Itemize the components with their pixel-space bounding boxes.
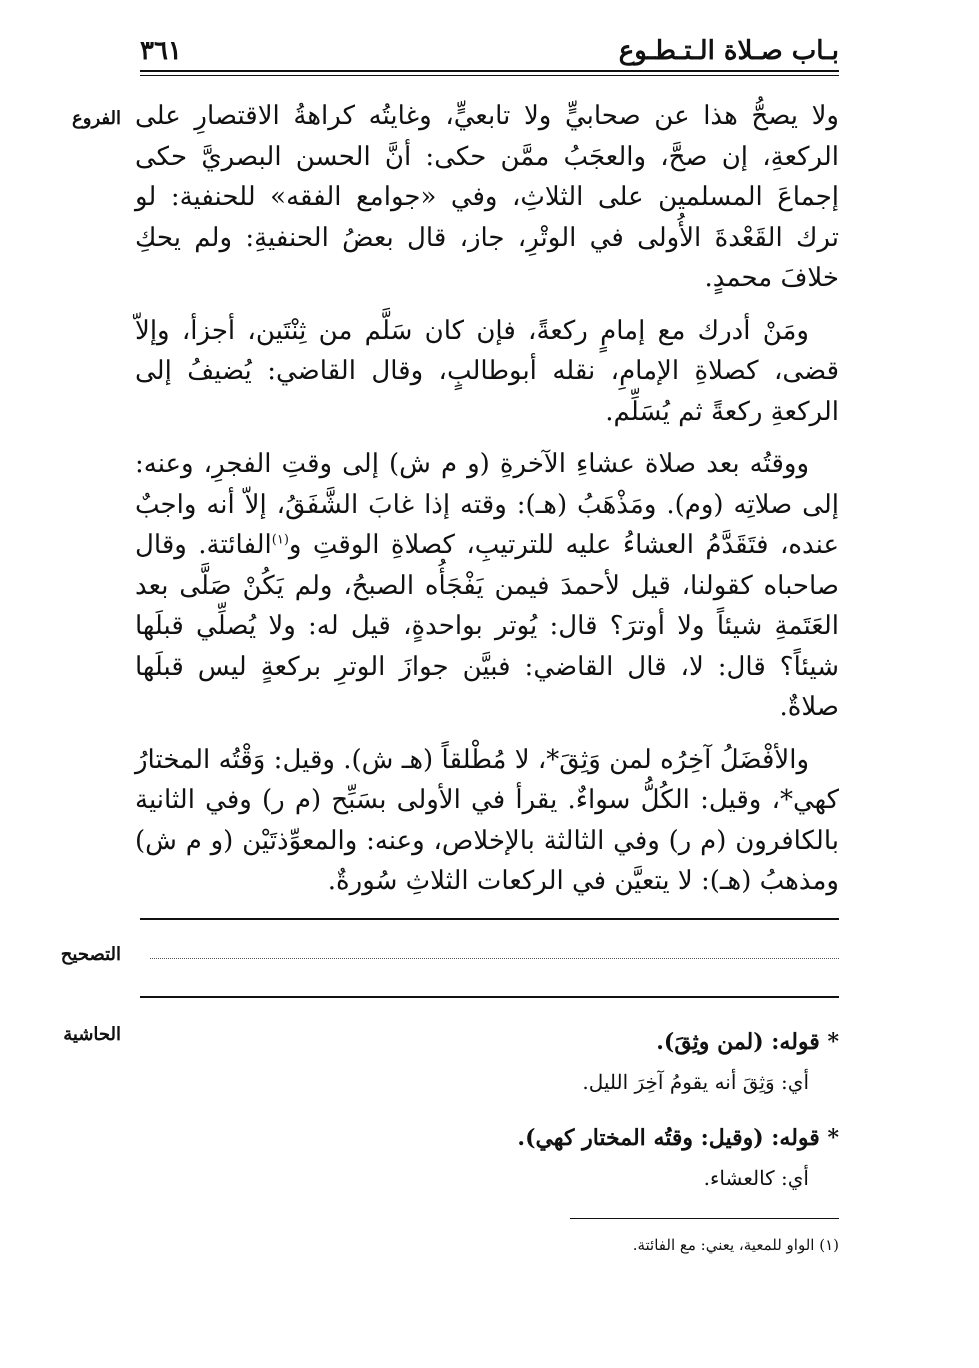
chapter-title: بـاب صـلاة الـتـطـوع [618,36,839,66]
note-star: * [827,1029,839,1055]
margin-label-furu: الفروع [72,108,121,129]
note-answer: أي: كالعشاء. [703,1166,809,1190]
page-number: ٣٦١ [140,36,182,66]
note-answer: أي: وَثِقَ أنه يقومُ آخِرَ الليل. [582,1070,809,1094]
margin-label-hashiya: الحاشية [63,1024,121,1045]
paragraph-1: ولا يصحُّ هذا عن صحابيٍّ ولا تابعيٍّ، وغايتُه كراهةُ الاقتصارِ على الركعةِ، إن صحَّ، والعجَبُ ممَّن حكى: أنَّ الحسن البصريَّ حكى إجماعَ المسلمين على الثلاثِ، وفي «جوامع الفقه» للحنفية: لو ترك القَعْدةَ الأُولى في الوتْرِ، جاز، قال بعضُ الحنفيةِ: ولم يحكِ خلافَ محمدٍ. [135,101,839,293]
paragraph-4: والأفْضَلُ آخِرُه لمن وَثِقَ*، لا مُطْلقاً (هـ ش). وقيل: وَقْتُه المختارُ كهي*، وقيل: الكُلُّ سواءٌ. يقرأ في الأولى بسَبِّح (م ر) وفي الثانية بالكافرون (م ر) وفي الثالثة بالإخلاص، وعنه: والمعوِّذتَيْن (و م ش) ومذهبُ (هـ): لا يتعيَّن في الركعات الثلاثِ سُورةٌ. [135,744,839,896]
paragraph-3 [135,444,839,728]
footnote: (١) الواو للمعية، يعني: مع الفائتة. [632,1236,839,1254]
note-star: * [827,1125,839,1151]
hashiya-notes [140,1022,839,1214]
note-quote [140,1022,839,1062]
section-divider-top [140,918,839,920]
paragraph-2: ومَنْ أدرك مع إمامٍ ركعةً، فإن كان سَلَّم من ثِنْتَين، أجزأ، وإلاّ قضى، كصلاةِ الإمامِ، نقله أبوطالبٍ، وقال القاضي: يُضيفُ إلى الركعةِ ركعةً ثم يُسَلِّم. [135,315,839,427]
paragraph-3-part-2: الفائتة. وقال صاحباه كقولنا، قيل لأحمدَ فيمن يَفْجَأُه الصبحُ، ولم يَكُنْ صَلَّى بعد العَتَمةِ شيئاً ولا أوترَ؟ قال: يُوتر بواحدةٍ، قيل له: ولا يُصلِّي قبلَها شيئاً؟ قال: لا، قال القاضي: فبيَّن جوازَ الوترِ بركعةٍ ليس قبلَها صلاةٌ. [135,530,839,722]
main-text [135,96,839,914]
page-header [140,30,839,74]
header-rule-thin [140,75,839,76]
tashih-dotted-line [150,958,839,959]
footnote-reference[interactable]: (١) [271,532,289,548]
header-rule [140,70,839,72]
note-quote-text: قوله: (لمن وثِقَ). [656,1029,820,1055]
margin-label-tashih: التصحيح [60,944,121,965]
note-quote-text: قوله: (وقيل: وقتُه المختار كهي). [517,1125,820,1151]
note-quote [140,1118,839,1158]
paragraph-3-part-1: ووقتُه بعد صلاة عشاءِ الآخرةِ (و م ش) إلى وقتِ الفجرِ، وعنه: إلى صلاتِه (وم). ومَذْهَبُ (هـ): وقته إذا غابَ الشَّفَقُ، إلاّ أنه واجبٌ عنده، فتَقَدَّمُ العشاءُ عليه للترتيبِ، كصلاةِ الوقتِ و [135,449,839,560]
section-divider-bottom [140,996,839,998]
footnote-rule [570,1218,839,1219]
